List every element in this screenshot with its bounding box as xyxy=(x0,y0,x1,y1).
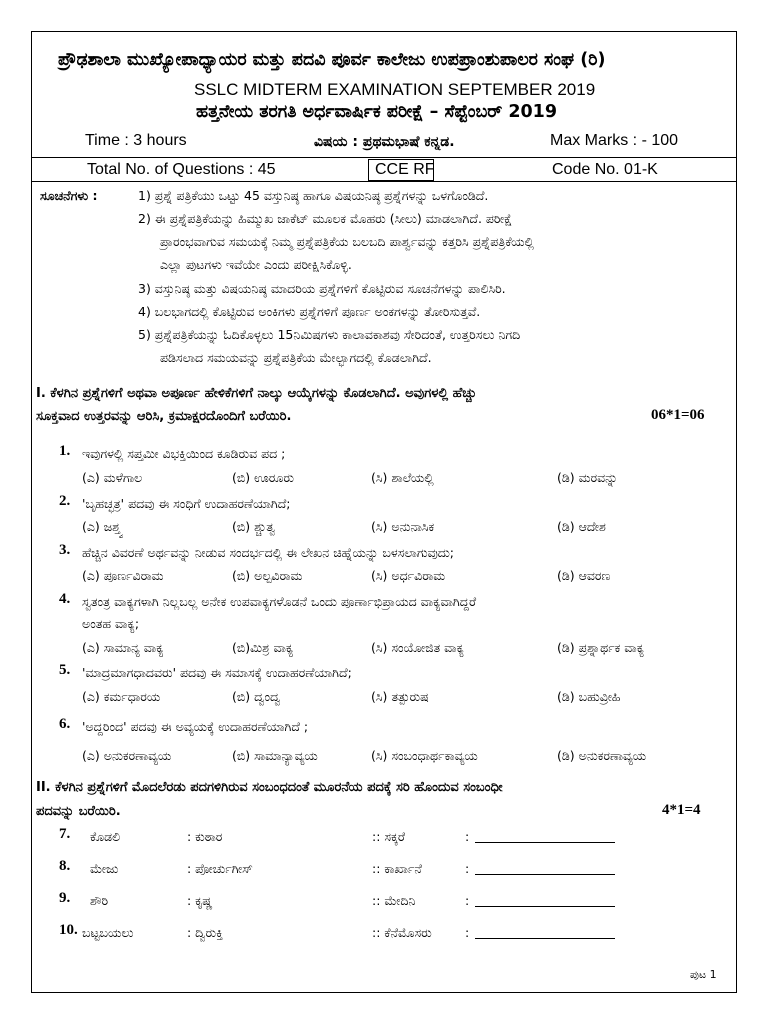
option-c: (ಸಿ) ಸಂಬಂಧಾರ್ಥಕಾವ್ಯಯ xyxy=(371,748,478,763)
option-a: (ಎ) ಸಾಮಾನ್ಯ ವಾಕ್ಯ xyxy=(82,640,164,655)
section2-heading-cont: ಪದವನ್ನು ಬರೆಯಿರಿ. xyxy=(36,804,121,819)
section1-heading-cont: ಸೂಕ್ತವಾದ ಉತ್ತರವನ್ನು ಆರಿಸಿ, ಕ್ರಮಾಕ್ಷರದೊಂದಿಗೆ ಬರೆಯಿರಿ. xyxy=(36,409,292,424)
question-number: 7. xyxy=(59,826,71,842)
question-text: ಹೆಚ್ಚಿನ ವಿವರಣೆ ಅರ್ಥವನ್ನು ನೀಡುವ ಸಂದರ್ಭದಲ್ಲಿ ಈ ಲೇಖನ ಚಿಹ್ನೆಯನ್ನು ಬಳಸಲಾಗುವುದು; xyxy=(82,545,454,560)
divider xyxy=(31,157,737,158)
word-b: : ಕೃಷ್ಣ xyxy=(187,893,213,908)
word-b: : ಪೋರ್ಚುಗೀಸ್ xyxy=(187,861,253,876)
option-a: (ಎ) ಪೂರ್ಣವಿರಾಮ xyxy=(82,568,164,583)
instruction-line: 2) ಈ ಪ್ರಶ್ನೆಪತ್ರಿಕೆಯನ್ನು ಹಿಮ್ಮುಖ ಜಾಕೆಟ್ ಮೂಲಕ ಮೊಹರು (ಸೀಲು) ಮಾಡಲಾಗಿದೆ. ಪರೀಕ್ಷೆ xyxy=(138,211,513,226)
option-a: (ಎ) ಕರ್ಮಧಾರಯ xyxy=(82,689,161,704)
question-text-cont: ಅಂತಹ ವಾಕ್ಯ; xyxy=(82,616,140,631)
section2-heading: II. ಕೆಳಗಿನ ಪ್ರಶ್ನೆಗಳಿಗೆ ಮೊದಲೆರಡು ಪದಗಳಿಗಿರುವ ಸಂಬಂಧದಂತೆ ಮೂರನೆಯ ಪದಕ್ಕೆ ಸರಿ ಹೊಂದುವ ಸಂಬಂಧೀ xyxy=(36,780,503,795)
option-d: (ಡಿ) ಅನುಕರಣಾವ್ಯಯ xyxy=(557,748,647,763)
answer-blank xyxy=(475,938,615,939)
divider xyxy=(31,181,737,182)
question-number: 8. xyxy=(59,858,71,874)
question-number: 4. xyxy=(59,591,71,607)
option-b: (ಬಿ) ಶ್ಚುತ್ವ xyxy=(232,519,276,534)
word-a: ಬಟ್ಟಬಯಲು xyxy=(82,925,134,940)
option-c: (ಸಿ) ತತ್ಪುರುಷ xyxy=(371,689,429,704)
answer-colon: : xyxy=(465,829,470,844)
option-a: (ಎ) ಅನುಕರಣಾವ್ಯಯ xyxy=(82,748,172,763)
association-title: ಪ್ರೌಢಶಾಲಾ ಮುಖ್ಯೋಪಾಧ್ಯಾಯರ ಮತ್ತು ಪದವಿ ಪೂರ್ವ ಕಾಲೇಜು ಉಪಪ್ರಾಂಶುಪಾಲರ ಸಂಘ (ರಿ) xyxy=(58,50,606,70)
instruction-line: ಪಡಿಸಲಾದ ಸಮಯವನ್ನು ಪ್ರಶ್ನೆಪತ್ರಿಕೆಯ ಮೇಲ್ಭಾಗದಲ್ಲಿ ಕೊಡಲಾಗಿದೆ. xyxy=(160,350,432,365)
option-d: (ಡಿ) ಆವರಣ xyxy=(557,568,611,583)
word-b: : ದ್ವಿರುಕ್ತಿ xyxy=(187,925,223,940)
time-label: Time : 3 hours xyxy=(85,132,187,149)
instruction-line: 3) ವಸ್ತುನಿಷ್ಠ ಮತ್ತು ವಿಷಯನಿಷ್ಠ ಮಾದರಿಯ ಪ್ರಶ್ನೆಗಳಿಗೆ ಕೊಟ್ಟಿರುವ ಸೂಚನೆಗಳನ್ನು ಪಾಲಿಸಿರಿ. xyxy=(138,281,506,296)
question-number: 3. xyxy=(59,542,71,558)
instruction-line: ಎಲ್ಲಾ ಪುಟಗಳು ಇವೆಯೇ ಎಂದು ಪರೀಕ್ಷಿಸಿಕೊಳ್ಳಿ. xyxy=(160,257,352,272)
question-number: 2. xyxy=(59,493,71,509)
instruction-line: 1) ಪ್ರಶ್ನೆ ಪತ್ರಿಕೆಯು ಒಟ್ಟು 45 ವಸ್ತುನಿಷ್ಠ ಹಾಗೂ ವಿಷಯನಿಷ್ಠ ಪ್ರಶ್ನೆಗಳನ್ನು ಒಳಗೊಂಡಿದೆ. xyxy=(138,188,489,203)
option-d: (ಡಿ) ಆದೇಶ xyxy=(557,519,606,534)
word-a: ಮೇಜು xyxy=(90,861,119,876)
code-label: Code No. 01-K xyxy=(552,161,658,178)
option-c: (ಸಿ) ಸಂಯೋಜಿತ ವಾಕ್ಯ xyxy=(371,640,464,655)
question-number: 10. xyxy=(59,922,78,938)
question-number: 6. xyxy=(59,716,71,732)
question-number: 9. xyxy=(59,890,71,906)
instruction-line: ಪ್ರಾರಂಭವಾಗುವ ಸಮಯಕ್ಕೆ ನಿಮ್ಮ ಪ್ರಶ್ನೆಪತ್ರಿಕೆಯ ಬಲಬದಿ ಪಾರ್ಶ್ವವನ್ನು ಕತ್ತರಿಸಿ ಪ್ರಶ್ನೆಪತ್ರಿಕೆಯಲ್ಲಿ xyxy=(160,234,534,249)
word-c: :: ಮೇದಿನಿ xyxy=(372,893,416,908)
option-d: (ಡಿ) ಪ್ರಶ್ನಾರ್ಥಕ ವಾಕ್ಯ xyxy=(557,640,645,655)
option-c: (ಸಿ) ಶಾಲೆಯಲ್ಲಿ xyxy=(371,470,434,485)
question-text: ಸ್ವತಂತ್ರ ವಾಕ್ಯಗಳಾಗಿ ನಿಲ್ಲಬಲ್ಲ ಅನೇಕ ಉಪವಾಕ್ಯಗಳೊಡನೆ ಒಂದು ಪೂರ್ಣಾಭಿಪ್ರಾಯದ ವಾಕ್ಯವಾಗಿದ್ದರೆ xyxy=(82,594,477,609)
word-c: :: ಕೆನೆಮೊಸರು xyxy=(372,925,432,940)
exam-title-kannada: ಹತ್ತನೇಯ ತರಗತಿ ಅರ್ಧವಾರ್ಷಿಕ ಪರೀಕ್ಷೆ – ಸೆಪ್ಟೆಂಬರ್ 2019 xyxy=(196,102,558,122)
instruction-line: 4) ಬಲಭಾಗದಲ್ಲಿ ಕೊಟ್ಟಿರುವ ಅಂಕಿಗಳು ಪ್ರಶ್ನೆಗಳಿಗೆ ಪೂರ್ಣ ಅಂಕಗಳನ್ನು ತೋರಿಸುತ್ತವೆ. xyxy=(138,304,481,319)
option-b: (ಬಿ)ಮಿಶ್ರ ವಾಕ್ಯ xyxy=(232,640,294,655)
total-questions-label: Total No. of Questions : 45 xyxy=(87,161,276,178)
cce-label: CCE RF xyxy=(375,161,435,178)
word-c: :: ಕಾರ್ಖಾನೆ xyxy=(372,861,422,876)
option-a: (ಎ) ಮಳೆಗಾಲ xyxy=(82,470,143,485)
option-b: (ಬಿ) ದ್ವಂದ್ವ xyxy=(232,689,281,704)
option-a: (ಎ) ಜಶ್ತ್ವ xyxy=(82,519,123,534)
answer-colon: : xyxy=(465,861,470,876)
section1-marks: 06*1=06 xyxy=(651,407,705,423)
exam-title-english: SSLC MIDTERM EXAMINATION SEPTEMBER 2019 xyxy=(194,80,596,99)
word-c: :: ಸಕ್ಕರೆ xyxy=(372,829,405,844)
option-b: (ಬಿ) ಸಾಮಾನ್ಯಾವ್ಯಯ xyxy=(232,748,318,763)
word-a: ಕೊಡಲಿ xyxy=(90,829,121,844)
section1-heading: I. ಕೆಳಗಿನ ಪ್ರಶ್ನೆಗಳಿಗೆ ಅಥವಾ ಅಪೂರ್ಣ ಹೇಳಿಕೆಗಳಿಗೆ ನಾಲ್ಕು ಆಯ್ಕೆಗಳನ್ನು ಕೊಡಲಾಗಿದೆ. ಅವುಗಳಲ್ಲಿ ಹೆಚ್ಚು xyxy=(36,386,477,401)
page-number: ಪುಟ 1 xyxy=(690,968,717,981)
instructions-label: ಸೂಚನೆಗಳು : xyxy=(40,188,98,203)
option-c: (ಸಿ) ಅನುನಾಸಿಕ xyxy=(371,519,435,534)
option-d: (ಡಿ) ಬಹುವ್ರೀಹಿ xyxy=(557,689,621,704)
answer-blank xyxy=(475,874,615,875)
word-b: : ಕುಠಾರ xyxy=(187,829,223,844)
question-number: 1. xyxy=(59,443,71,459)
question-text: 'ಬೃಹಚ್ಛತ್ರ' ಪದವು ಈ ಸಂಧಿಗೆ ಉದಾಹರಣೆಯಾಗಿದೆ; xyxy=(82,496,291,511)
word-a: ಶೌರಿ xyxy=(90,893,109,908)
answer-blank xyxy=(475,842,615,843)
option-c: (ಸಿ) ಅರ್ಧವಿರಾಮ xyxy=(371,568,446,583)
option-b: (ಬಿ) ಊರೂರು xyxy=(232,470,294,485)
question-text: 'ಅದ್ದರಿಂದ' ಪದವು ಈ ಅವ್ಯಯಕ್ಕೆ ಉದಾಹರಣೆಯಾಗಿದೆ ; xyxy=(82,719,309,734)
answer-colon: : xyxy=(465,925,470,940)
question-text: 'ಮಾದ್ರಮಾಗಧಾದವರು' ಪದವು ಈ ಸಮಾಸಕ್ಕೆ ಉದಾಹರಣೆಯಾಗಿದೆ; xyxy=(82,665,352,680)
option-d: (ಡಿ) ಮರವನ್ನು xyxy=(557,470,618,485)
max-marks-label: Max Marks : - 100 xyxy=(550,132,679,149)
section2-marks: 4*1=4 xyxy=(662,802,701,818)
answer-blank xyxy=(475,906,615,907)
answer-colon: : xyxy=(465,893,470,908)
subject-label: ವಿಷಯ : ಪ್ರಥಮಭಾಷೆ ಕನ್ನಡ. xyxy=(314,134,455,150)
option-b: (ಬಿ) ಅಲ್ಪವಿರಾಮ xyxy=(232,568,303,583)
instruction-line: 5) ಪ್ರಶ್ನೆಪತ್ರಿಕೆಯನ್ನು ಓದಿಕೊಳ್ಳಲು 15ನಿಮಿಷಗಳು ಕಾಲಾವಕಾಶವು ಸೇರಿದಂತೆ, ಉತ್ತರಿಸಲು ನಿಗದಿ xyxy=(138,327,521,342)
question-number: 5. xyxy=(59,662,71,678)
question-text: ಇವುಗಳಲ್ಲಿ ಸಪ್ತಮೀ ವಿಭಕ್ತಿಯಿಂದ ಕೂಡಿರುವ ಪದ ; xyxy=(82,446,286,461)
